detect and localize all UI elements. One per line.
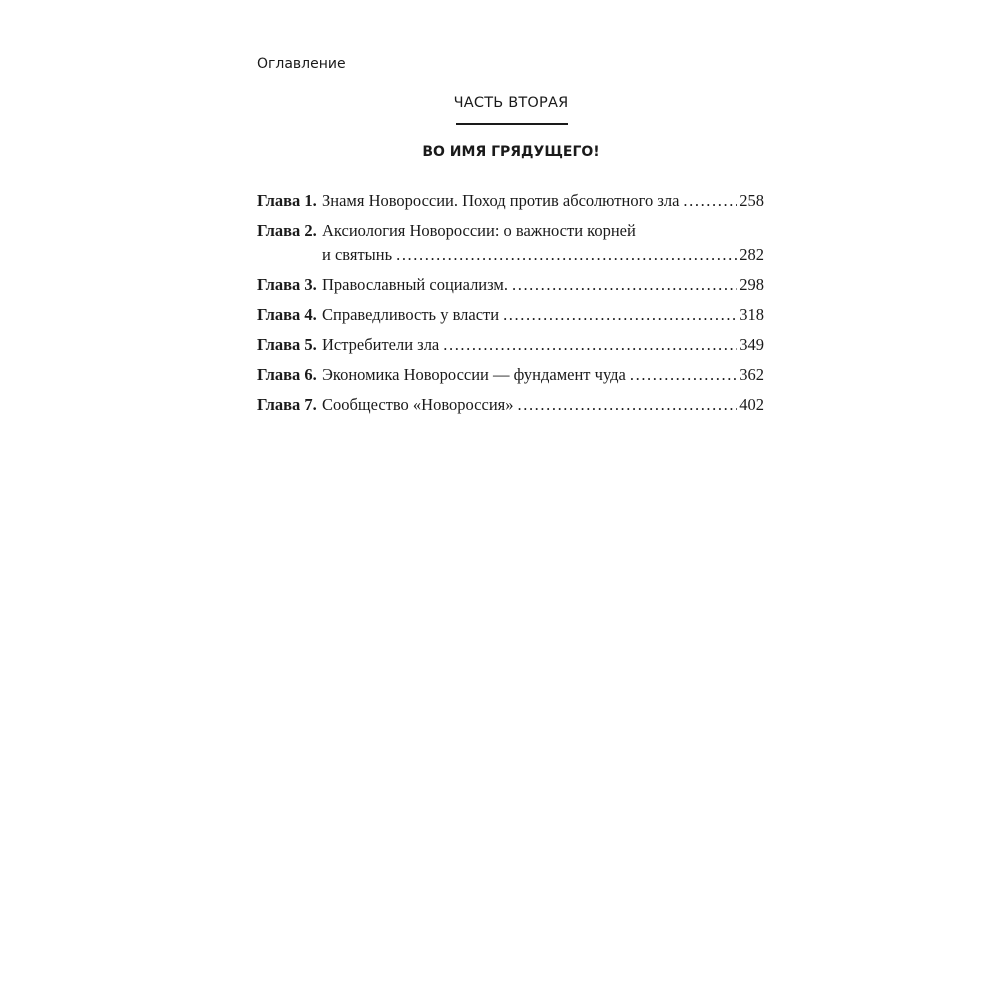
- dot-leader: [503, 303, 737, 327]
- chapter-title: Знамя Новороссии. Поход против абсолютного зла: [322, 191, 680, 210]
- chapter-number: Глава 7.: [257, 395, 317, 414]
- chapter-number: Глава 6.: [257, 365, 317, 384]
- chapter-number: Глава 4.: [257, 305, 317, 324]
- table-of-contents: [257, 189, 764, 423]
- toc-entry-chapter-4[interactable]: [257, 303, 764, 327]
- chapter-title: Истребители зла: [322, 335, 440, 354]
- page-number: 349: [739, 335, 764, 354]
- chapter-title: Аксиология Новороссии: о важности корней: [322, 221, 636, 240]
- page-number: 298: [739, 275, 764, 294]
- chapter-title: Справедливость у власти: [322, 305, 500, 324]
- page-number: 402: [739, 395, 764, 414]
- chapter-title: Экономика Новороссии — фундамент чуда: [322, 365, 626, 384]
- toc-entry-chapter-5[interactable]: [257, 333, 764, 357]
- dot-leader: [518, 393, 738, 417]
- dot-leader: [683, 189, 737, 213]
- chapter-title: Сообщество «Новороссия»: [322, 395, 514, 414]
- chapter-number: Глава 2.: [257, 221, 317, 240]
- page-number: 282: [739, 245, 764, 264]
- toc-entry-chapter-2[interactable]: [257, 219, 764, 267]
- dot-leader: [512, 273, 737, 297]
- chapter-number: Глава 5.: [257, 335, 317, 354]
- chapter-title-continuation: и святынь: [322, 245, 393, 264]
- running-head: Оглавление: [257, 56, 346, 72]
- chapter-number: Глава 1.: [257, 191, 317, 210]
- toc-entry-chapter-1[interactable]: [257, 189, 764, 213]
- page-number: 362: [739, 365, 764, 384]
- toc-entry-chapter-7[interactable]: [257, 393, 764, 417]
- section-title: ВО ИМЯ ГРЯДУЩЕГО!: [422, 144, 600, 160]
- toc-entry-chapter-6[interactable]: [257, 363, 764, 387]
- page-number: 258: [739, 191, 764, 210]
- toc-entry-chapter-3[interactable]: [257, 273, 764, 297]
- page-number: 318: [739, 305, 764, 324]
- chapter-number: Глава 3.: [257, 275, 317, 294]
- dot-leader: [396, 243, 737, 267]
- dot-leader: [443, 333, 737, 357]
- part-title-underline: [456, 123, 568, 125]
- chapter-title: Православный социализм.: [322, 275, 508, 294]
- dot-leader: [630, 363, 737, 387]
- part-title: ЧАСТЬ ВТОРАЯ: [453, 95, 569, 111]
